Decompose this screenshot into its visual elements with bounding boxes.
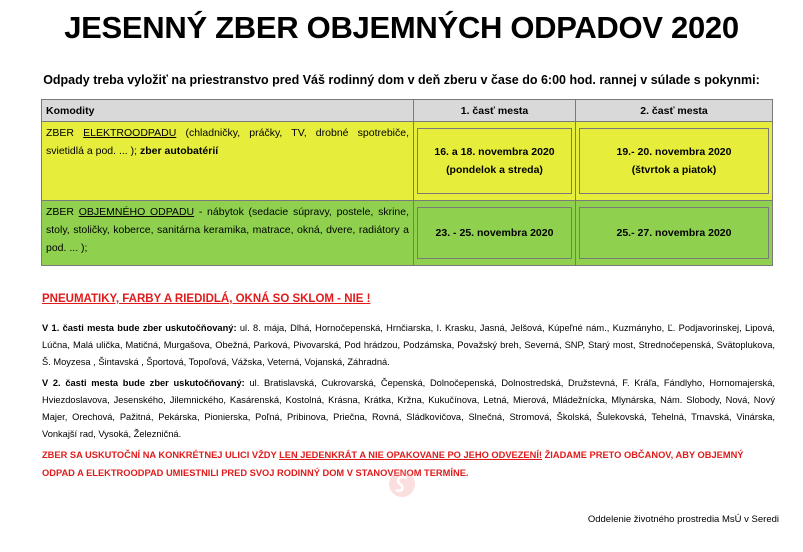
electro-part2-date: 19.- 20. novembra 2020 — [616, 146, 732, 158]
prohibited-items-warning: PNEUMATIKY, FARBY A RIEDIDLÁ, OKNÁ SO SKLOM - NIE ! — [42, 293, 371, 305]
header-komodity: Komodity — [42, 100, 414, 122]
notice-text-underlined: LEN JEDENKRÁT A NIE OPAKOVANE PO JEHO ODVEZENÍ! — [279, 450, 543, 460]
notice-text-c: ŽIADAME PRETO OBČANOV, ABY OBJEMNÝ ODPAD A ELEKTROODPAD UMIESTNILI PRED SVOJ RODINNÝ DOM V STANOVENOM TERMÍNE. — [42, 450, 744, 478]
row-prefix: ZBER — [46, 127, 84, 139]
row-extra: zber autobatérií — [139, 145, 219, 157]
bulky-description — [42, 201, 414, 266]
bulky-part2-box — [579, 207, 769, 259]
row-category: OBJEMNÉHO ODPADU — [78, 206, 195, 218]
part2-street-list: ul. Bratislavská, Cukrovarská, Čepenská, Dolnočepenská, Dolnostredská, Družstevná, F. Kráľa, Fándlyho, Hornomajerská, Hviezdoslavova, Jesenského, Jilemnického, Kasárenská, Kostolná, Krásna, Krátka, Kržna, Kukučínova, Letná, Mierová, Mládežnícka, Mlynárska, Nám. Slobody, Nová, Nový Majer, Orechová, Pažitná, Pekárska, Pionierska, Poľná, Pribinova, Priečna, Rovná, Sládkovičova, Slnečná, Stromová, Školská, Šulekovská, Tehelná, Trnavská, Vinárska, Vonkajší rad, Vysoká, Železničná. — [42, 378, 775, 439]
bulky-part2-cell — [576, 201, 773, 266]
notice-text-a: ZBER SA USKUTOČNÍ NA KONKRÉTNEJ ULICI VŽDY — [42, 450, 280, 460]
electro-description — [42, 122, 414, 201]
row-category: ELEKTROODPADU — [83, 127, 177, 139]
part2-label: V 2. časti mesta bude zber uskutočňovaný: — [42, 378, 245, 388]
bulky-part2-date: 25.- 27. novembra 2020 — [616, 227, 732, 239]
electro-part2-cell — [576, 122, 773, 201]
electro-part1-date: 16. a 18. novembra 2020 — [434, 146, 555, 158]
header-part1: 1. časť mesta — [414, 100, 576, 122]
city-logo-icon — [388, 470, 416, 498]
table-header-row — [42, 100, 773, 122]
electro-part1-cell — [414, 122, 576, 201]
bulky-part1-box — [417, 207, 572, 259]
part1-streets — [42, 320, 775, 371]
part2-streets — [42, 375, 775, 443]
bulky-part1-date: 23. - 25. novembra 2020 — [435, 227, 554, 239]
row-prefix: ZBER — [46, 206, 79, 218]
row-description: - nábytok (sedacie súpravy, postele, skrine, stoly, stoličky, koberce, sanitárna keramika, matrace, okná, dvere, radiátory a pod. ... ); — [46, 206, 409, 254]
electro-part2-days: (štvrtok a piatok) — [631, 164, 717, 176]
electro-part1-days: (pondelok a streda) — [446, 164, 543, 176]
bulky-part1-cell — [414, 201, 576, 266]
table-row-bulky — [42, 201, 773, 266]
table-row-electro — [42, 122, 773, 201]
electro-part1-box — [417, 128, 572, 194]
page-title: JESENNÝ ZBER OBJEMNÝCH ODPADOV 2020 — [64, 10, 739, 45]
header-part2: 2. časť mesta — [576, 100, 773, 122]
electro-part2-box — [579, 128, 769, 194]
instructions: Odpady treba vyložiť na priestranstvo pred Váš rodinný dom v deň zberu v čase do 6:00 hod. rannej v súlade s pokynmi: — [43, 73, 760, 87]
row-description: (chladničky, práčky, TV, drobné spotrebiče, svietidlá a pod. ... ); — [46, 127, 410, 157]
part1-street-list: ul. 8. mája, Dlhá, Hornočepenská, Hrnčiarska, I. Krasku, Jasná, Jelšová, Kúpeľné nám., Kuzmányho, Ľ. Podjavorinskej, Lipová, Lúčna, Malá ulička, Matičná, Murgašova, Obežná, Parková, Pivovarská, Pod hrádzou, Podzámska, Považský breh, Severná, SNP, Starý most, Strednočepenská, Svätoplukova, Š. Moyzesa , Šintavská , Športová, Topoľová, Vážska, Veterná, Vojanská, Záhradná. — [42, 323, 775, 367]
collection-schedule-table — [41, 99, 773, 266]
part1-label: V 1. časti mesta bude zber uskutočňovaný: — [42, 323, 237, 333]
footer-department: Oddelenie životného prostredia MsÚ v Seredi — [587, 514, 779, 525]
